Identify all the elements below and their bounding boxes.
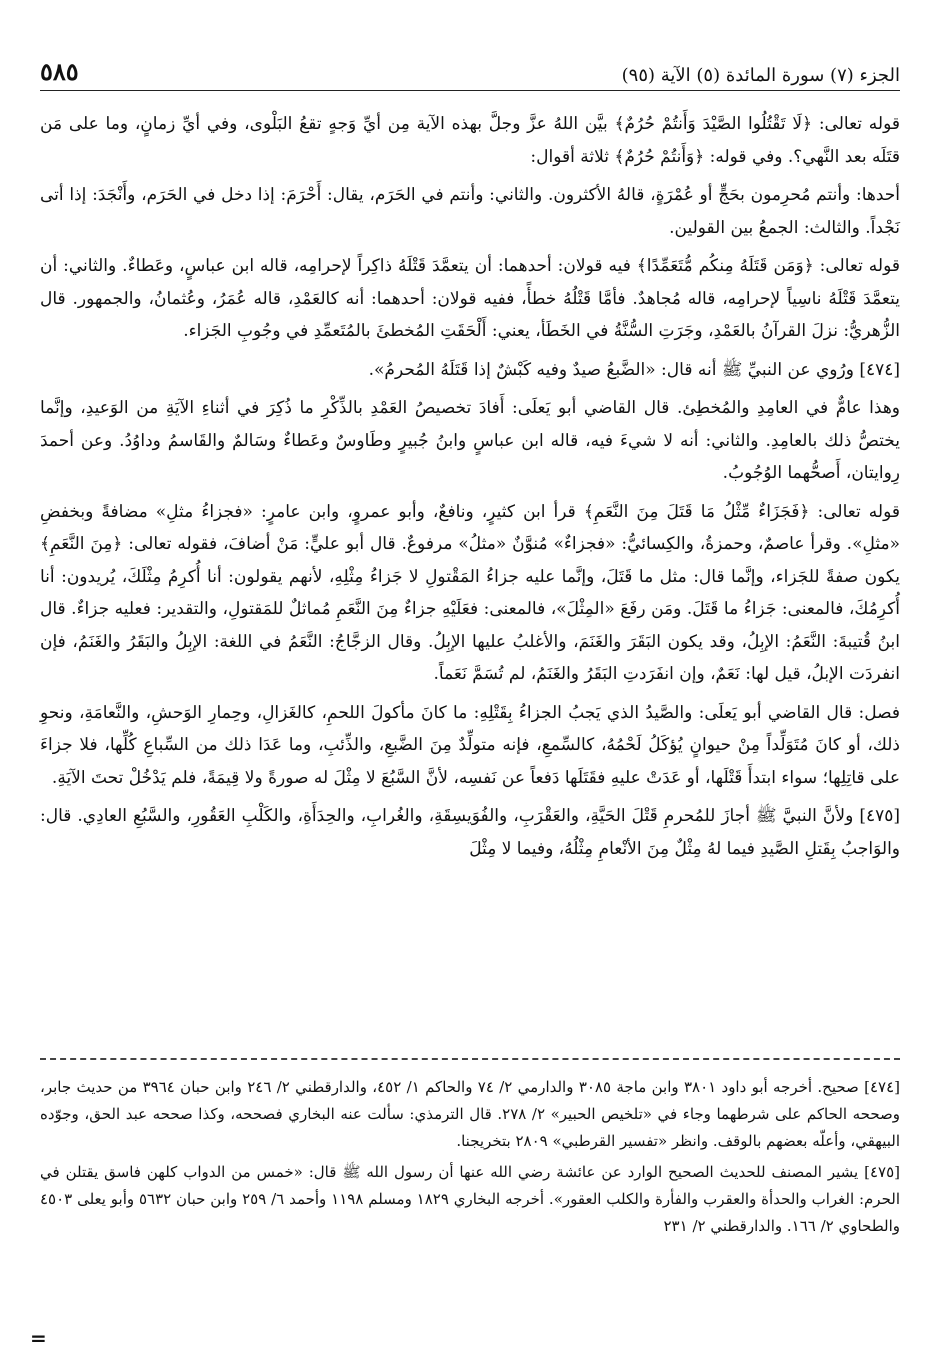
- page-header: [40, 50, 900, 91]
- paragraph: قوله تعالى: ﴿لَا تَقْتُلُوا الصَّيْدَ وَأَنتُمْ حُرُمٌ﴾ بيَّن اللهُ عزَّ وجلَّ بهذه الآية مِن أيِّ وَجهٍ تقعُ البَلْوى، وفي أيِّ زمانٍ، وما على مَن قتَلَه بعد النَّهي؟. وفي قوله: ﴿وَأَنتُمْ حُرُمٌ﴾ ثلاثة أقوال:: [40, 114, 900, 167]
- footnote: [٤٧٤] صحيح. أخرجه أبو داود ٣٨٠١ وابن ماجة ٣٠٨٥ والدارمي ٢/ ٧٤ والحاكم ١/ ٤٥٢، والدارقطني ٢/ ٢٤٦ وابن حبان ٣٩٦٤ من حديث جابر، وصححه الحاكم على شرطهما وجاء في «تلخيص الحبير» ٢/ ٢٧٨. قال الترمذي: سألت عنه البخاري فصححه، وكذا صححه عبد الحق، وجوّده البيهقي، وأعلّه بعضهم بالوقف. وانظر «تفسير القرطبي» ٢٨٠٩ بتخريجنا.: [40, 1078, 900, 1150]
- running-title: الجزء (٧) سورة المائدة (٥) الآية (٩٥): [621, 65, 900, 86]
- paragraph: قوله تعالى: ﴿وَمَن قَتَلَهُ مِنكُم مُّتَعَمِّدًا﴾ فيه قولان: أحدهما: أن يتعمَّدَ قَتْلَهُ ذاكِراً لإحرامِه، قاله ابن عباسٍ، وعَطاءٌ. والثاني: أن يتعمَّدَ قَتْلَهُ ناسِياً لإحرامِه، قاله مُجاهدٌ. فأمَّا قَتْلُهُ خطأً، ففيه قولان: أحدهما: أنه كالعَمْدِ، قاله عُمَرُ، وعُثمانُ، والجمهور. قال الزُّهريُّ: نزلَ القرآنُ بالعَمْدِ، وجَرَتِ السُّنَّةُ في الخَطَأ، يعني: أَلْحَقَتِ المُخطئَ بالمُتَعمِّدِ في وجُوبِ الجَزاء.: [40, 256, 900, 341]
- hadith-paragraph: [٤٧٤] ورُوي عن النبيِّ ﷺ أنه قال: «الضَّبعُ صيدٌ وفيه كَبْشٌ إذا قَتَلَهُ المُحرمُ».: [368, 359, 900, 380]
- paragraph: أحدها: وأنتم مُحرِمون بحَجٍّ أو عُمْرَةٍ، قالهُ الأكثرون. والثاني: وأنتم في الحَرَم، يقال: أَحْرَمَ: إذا دخل في الحَرَم، وأَنْجَدَ: إذا أتى نَجْداً. والثالث: الجمعُ بين القولين.: [40, 185, 900, 238]
- paragraph: قوله تعالى: ﴿فَجَزَاءٌ مِّثْلُ مَا قَتَلَ مِنَ النَّعَمِ﴾ قرأ ابن كثيرٍ، ونافعٌ، وأبو عمروٍ، وابن عامرٍ: «فجزاءُ مثلِ» مضافةً وبخفضِ «مثلِ». وقرأ عاصمٌ، وحمزةُ، والكِسائيُّ: «فجزاءٌ» مُنوَّنٌ «مثلُ» مرفوعٌ. قال أبو عليٍّ: مَنْ أضافَ، فقوله تعالى: ﴿مِنَ النَّعَمِ﴾ يكون صفةً للجَزاء، وإنَّما قال: مثل ما قَتَلَ، وإنَّما عليه جزاءُ المَقْتولِ لا جَزاءُ مِثْلِهِ، لأنهم يقولون: أنا أُكرِمُ مِثْلَكَ، يُريدون: أنا أُكرِمُكَ، فالمعنى: جَزاءُ ما قَتَلَ. ومَن رفَعَ «المِثْلَ»، فالمعنى: فعَلَيْهِ جزاءٌ مِنَ النَّعَمِ مُماثلٌ للمَقتولِ، والتقدير: فعليه جزاءٌ. قال ابنُ قُتيبةَ: النَّعَمُ: الإبِلُ، وقد يكون البَقَرَ والغَنَمَ، والأغلبُ عليها الإبِلُ. وقال الزجَّاجُ: النَّعَمُ في اللغة: الإبِلُ والبَقَرُ والغَنَمُ، فإن انفردَت الإبلُ، قيل لها: نَعَمٌ، وإن انفَرَدتِ البَقَرُ والغَنَمُ، لم تُسَمَّ نَعَماً.: [40, 501, 900, 684]
- footnote-separator: [40, 1058, 900, 1060]
- section-paragraph: فصل: قال القاضي أبو يَعلَى: والصَّيدُ الذي يَجبُ الجزاءُ بِقَتْلِهِ: ما كانَ مأكولَ اللحمِ، كالغَزالِ، وحِمارِ الوَحشِ، والنَّعامَةِ، ونحوِ ذلك، أو كانَ مُتَوَلِّداً مِنْ حيوانٍ يُؤكَلُ لَحْمُهُ، كالسِّمعِ، فإنه متولِّدٌ مِنَ الضَّبعِ، والذِّئبِ، وما عَدَا ذلك من السِّباعِ كُلِّها، فلا جزاءَ على قاتِلِها؛ سواء ابتدأَ قَتْلَها، أو عَدَتْ عليهِ فقَتَلَها دَفعاً عن نَفسِه، لأنَّ السَّبُعَ لا مِثْلَ له صورةً ولا قِيمَةً، فلم يَدْخُلْ تحتَ الآيَةِ.: [40, 702, 900, 788]
- hadith-paragraph: [٤٧٥] ولأنَّ النبيَّ ﷺ أجازَ للمُحرمِ قَتْلَ الحَيَّةِ، والعَقْرَبِ، والفُوَيسِقَةِ، والغُرابِ، والحِدَأَةِ، والكَلْبِ العَقُورِ، والسَّبُعِ العادِي. قال: والوَاجبُ بِقَتلِ الصَّيدِ فيما لهُ مِثْلٌ مِنَ الأنْعامِ مِثْلُهُ، وفيما لا مِثْلَ: [40, 806, 900, 859]
- page-number: ٥٨٥: [40, 57, 79, 86]
- footnotes: [40, 1074, 900, 1244]
- footnote: [٤٧٥] يشير المصنف للحديث الصحيح الوارد عن عائشة رضي الله عنها أن رسول الله ﷺ قال: «خمس من الدواب كلهن فاسق يقتلن في الحرم: الغراب والحدأة والعقرب والفأرة والكلب العقور». أخرجه البخاري ١٨٢٩ ومسلم ١١٩٨ وأحمد ٦/ ٢٥٩ وابن حبان ٥٦٣٢ وأبو يعلى ٤٥٠٣ والطحاوي ٢/ ١٦٦. والدارقطني ٢/ ٢٣١: [40, 1163, 900, 1235]
- continuation-mark: =: [30, 1326, 47, 1350]
- main-text: [40, 108, 900, 871]
- paragraph: وهذا عامٌّ في العامِدِ والمُخطِئ. قال القاضي أبو يَعلَى: أَفادَ تخصيصُ العَمْدِ بالذِّكْرِ ما ذُكِرَ في أثناءِ الآيَةِ من الوَعيدِ، وإنَّما يختصُّ ذلك بالعامِدِ. والثاني: أنه لا شيءَ فيه، قاله ابن عباسٍ وابنُ جُبيرٍ وطَاوسٌ وعَطاءٌ وسَالمٌ والقَاسمُ وداوُدُ. وعن أحمدَ رِوايتان، أَصحُّهما الوُجُوبُ.: [40, 398, 900, 483]
